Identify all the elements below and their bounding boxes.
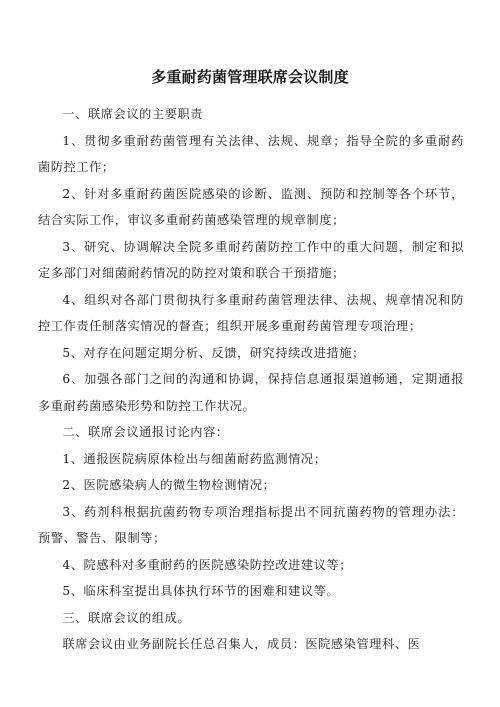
- paragraph: 6、加强各部门之间的沟通和协调，保持信息通报渠道畅通，定期通报多重耐药菌感染形势和防控工作状况。: [38, 372, 464, 413]
- paragraph: 5、对存在问题定期分析、反馈，研究持续改进措施；: [62, 345, 365, 360]
- document-body: [38, 101, 464, 658]
- paragraph: 2、针对多重耐药菌医院感染的诊断、监测、预防和控制等各个环节，结合实际工作，审议多重耐药菌感染管理的规章制度；: [38, 186, 464, 227]
- section-heading-2: 二、联席会议通报讨论内容：: [62, 425, 229, 439]
- paragraph: 5、临床科室提出具体执行环节的困难和建议等。: [62, 584, 340, 598]
- paragraph: 1、通报医院病原体检出与细菌耐药监测情况；: [62, 451, 327, 466]
- section-heading-3: 三、联席会议的组成。: [62, 610, 191, 625]
- paragraph: 4、院感科对多重耐药的医院感染防控改进建议等；: [62, 557, 353, 572]
- document-title: 多重耐药菌管理联席会议制度: [151, 68, 349, 86]
- paragraph: 4、组织对各部门贯彻执行多重耐药菌管理法律、法规、规章情况和防控工作责任制落实情况的督查；组织开展多重耐药菌管理专项治理；: [38, 292, 464, 333]
- paragraph: 3、研究、协调解决全院多重耐药菌防控工作中的重大问题，制定和拟定多部门对细菌耐药情况的防控对策和联合干预措施；: [38, 239, 464, 280]
- paragraph: 1、贯彻多重耐药菌管理有关法律、法规、规章；指导全院的多重耐药菌防控工作；: [38, 133, 464, 174]
- paragraph: 联席会议由业务副院长任总召集人，成员：医院感染管理科、医: [62, 637, 421, 651]
- paragraph: 2、医院感染病人的微生物检测情况；: [62, 478, 276, 492]
- section-heading-1: 一、联席会议的主要职责: [62, 107, 204, 121]
- paragraph: 3、药剂科根据抗菌药物专项治理指标提出不同抗菌药物的管理办法：预警、警告、限制等；: [38, 504, 464, 545]
